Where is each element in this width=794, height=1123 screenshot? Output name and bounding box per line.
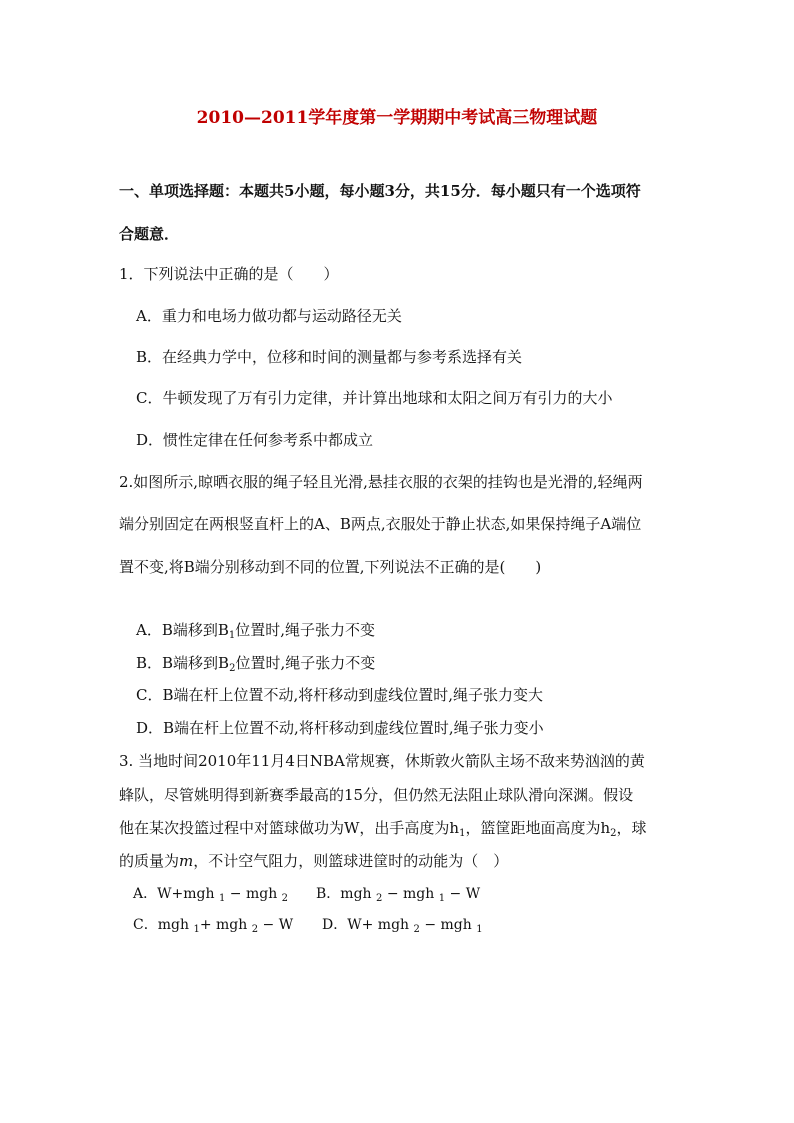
expr: mgh	[157, 917, 194, 933]
subscript: 1	[476, 924, 483, 935]
q1-option-a: A．重力和电场力做功都与运动路径无关	[136, 307, 402, 325]
expr: − mgh	[382, 886, 439, 902]
page-title: 2010—2011学年度第一学期期中考试高三物理试题	[196, 108, 598, 128]
subscript: 2	[610, 828, 617, 839]
q3-line4-text-a: 的质量为	[119, 852, 180, 870]
expr: mgh	[340, 886, 377, 902]
q2-option-c: C．B端在杆上位置不动,将杆移动到虚线位置时,绳子张力变大	[136, 686, 544, 704]
expr: − W	[258, 917, 294, 933]
subscript: 2	[251, 924, 259, 935]
expr: + mgh	[199, 917, 252, 933]
q3-line3-text-a: 他在某次投篮过程中对篮球做功为W，出手高度为h	[119, 819, 460, 837]
q3-line4-text-b: ，不计空气阻力，则篮球进筐时的动能为（ ）	[193, 852, 509, 870]
expr: − W	[445, 886, 481, 902]
q3-line3-text-b: ，篮筐距地面高度为h	[465, 819, 611, 837]
q2-option-b-text-end: 位置时,绳子张力不变	[235, 654, 376, 672]
q1-option-d: D．惯性定律在任何参考系中都成立	[136, 431, 374, 449]
q2-option-b	[136, 653, 375, 673]
subscript: 2	[281, 893, 289, 904]
q2-stem-line3: 置不变,将B端分别移动到不同的位置,下列说法不正确的是( )	[119, 558, 542, 576]
subscript: 1	[228, 630, 236, 641]
subscript: 1	[193, 924, 200, 935]
q3-stem-line2: 蜂队，尽管姚明得到新赛季最高的15分，但仍然无法阻止球队滑向深渊。假设	[119, 786, 634, 804]
subscript: 2	[376, 893, 383, 904]
option-label: D．	[322, 917, 348, 933]
q2-option-a-text-end: 位置时,绳子张力不变	[235, 621, 376, 639]
subscript: 1	[218, 893, 226, 904]
q3-line3-text-c: ，球	[616, 819, 647, 837]
q2-option-b-text: B．B端移到B	[136, 654, 230, 672]
q3-option-a	[133, 884, 288, 904]
q1-option-c: C．牛顿发现了万有引力定律，并计算出地球和太阳之间万有引力的大小	[136, 389, 613, 407]
section-heading-line1: 一、单项选择题：本题共5小题，每小题3分，共15分．每小题只有一个选项符	[119, 182, 641, 200]
q2-option-a-text: A．B端移到B	[136, 621, 229, 639]
q3-option-b	[316, 884, 480, 904]
q2-option-d: D．B端在杆上位置不动,将杆移动到虚线位置时,绳子张力变小	[136, 719, 544, 737]
subscript: 2	[413, 924, 420, 935]
subscript: 1	[459, 828, 466, 839]
option-label: A．	[133, 886, 158, 902]
option-label: C．	[133, 917, 158, 933]
expr: − mgh	[419, 917, 477, 933]
q3-option-d	[322, 915, 483, 935]
option-label: B．	[316, 886, 341, 902]
expr: − mgh	[225, 886, 282, 902]
subscript: 1	[438, 893, 446, 904]
q3-stem-line4	[119, 851, 508, 871]
mass-symbol: m	[179, 852, 194, 870]
section-heading-line2: 合题意．	[119, 225, 180, 243]
q1-stem: 1．下列说法中正确的是（ ）	[119, 265, 339, 283]
q2-option-a	[136, 620, 375, 640]
q3-option-c	[133, 915, 293, 935]
subscript: 2	[229, 663, 236, 674]
q2-stem-line1: 2.如图所示,晾晒衣服的绳子轻且光滑,悬挂衣服的衣架的挂钩也是光滑的,轻绳两	[119, 473, 643, 491]
expr: W+ mgh	[347, 917, 414, 933]
q1-option-b: B．在经典力学中，位移和时间的测量都与参考系选择有关	[136, 348, 523, 366]
expr: W+mgh	[157, 886, 219, 902]
q2-stem-line2: 端分别固定在两根竖直杆上的A、B两点,衣服处于静止状态,如果保持绳子A端位	[119, 515, 642, 533]
q3-stem-line3	[119, 818, 647, 838]
q3-stem-line1: 3. 当地时间2010年11月4日NBA常规赛，休斯敦火箭队主场不敌来势汹汹的黄	[119, 752, 645, 770]
